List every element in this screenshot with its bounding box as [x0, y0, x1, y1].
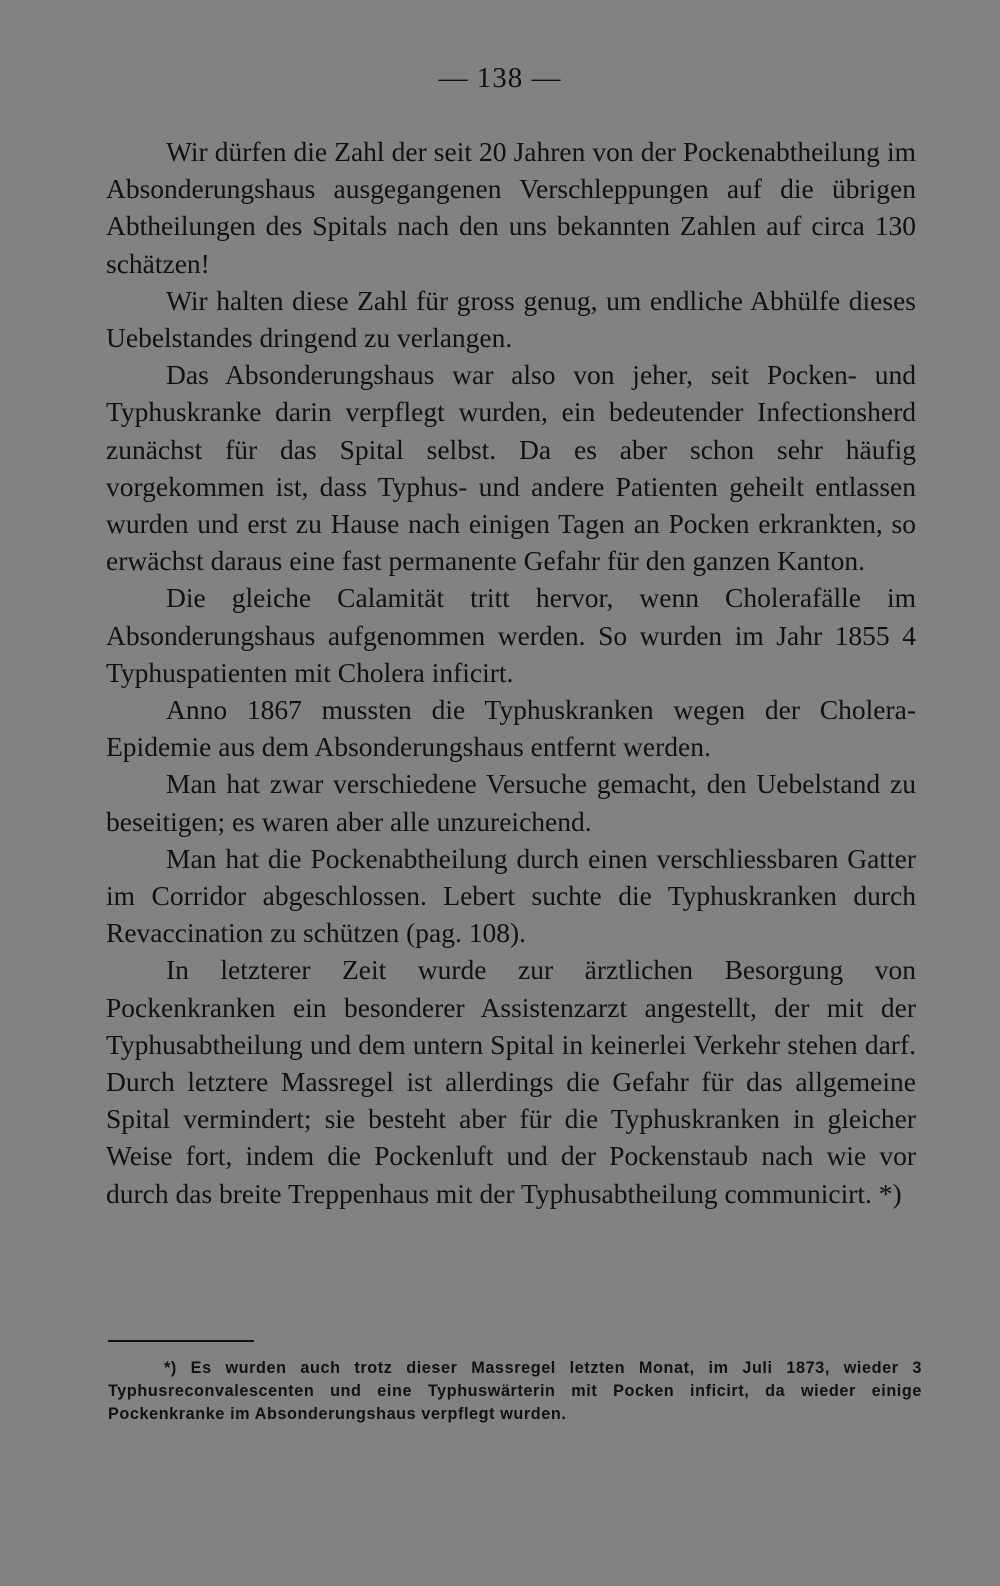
paragraph: Man hat zwar verschiedene Versuche gemacht, den Uebelstand zu beseitigen; es waren aber alle unzureichend. — [106, 768, 916, 837]
paragraph: Man hat die Pockenabtheilung durch einen verschliessbaren Gatter im Corridor abgeschlossen. Lebert suchte die Typhuskranken durch Revaccination zu schützen (pag. 108). — [106, 842, 916, 949]
footnote-divider — [108, 1340, 254, 1342]
footnote — [108, 1357, 922, 1426]
paragraph: Wir dürfen die Zahl der seit 20 Jahren von der Pockenabtheilung im Absonderungshaus ausgegangenen Verschleppungen auf die übrigen Abtheilungen des Spitals nach den uns bekannten Zahlen auf circa 130 schätzen! — [106, 136, 916, 279]
body-text — [106, 133, 916, 1212]
paragraph: Anno 1867 mussten die Typhuskranken wegen der Cholera-Epidemie aus dem Absonderungshaus entfernt werden. — [106, 694, 916, 763]
page-number: — 138 — — [438, 62, 562, 94]
paragraph: Wir halten diese Zahl für gross genug, um endliche Abhülfe dieses Uebelstandes dringend zu verlangen. — [106, 284, 916, 354]
paragraph: Das Absonderungshaus war also von jeher, seit Pocken- und Typhuskranke darin verpflegt wurden, ein bedeutender Infectionsherd zunächst für das Spital selbst. Da es aber schon sehr häufig vorgekommen ist, dass Typhus- und andere Patienten geheilt entlassen wurden und erst zu Hause nach einigen Tagen an Pocken erkrankten, so erwächst daraus eine fast permanente Gefahr für den ganzen Kanton. — [106, 359, 916, 577]
paragraph: Die gleiche Calamität tritt hervor, wenn Cholerafälle im Absonderungshaus aufgenommen werden. So wurden im Jahr 1855 4 Typhuspatienten mit Cholera inficirt. — [106, 582, 916, 688]
paragraph: In letzterer Zeit wurde zur ärztlichen Besorgung von Pockenkranken ein besonderer Assistenzarzt angestellt, der mit der Typhusabtheilung und dem untern Spital in keinerlei Verkehr stehen darf. Durch letztere Massregel ist allerdings die Gefahr für das allgemeine Spital vermindert; sie besteht aber für die Typhuskranken in gleicher Weise fort, indem die Pockenluft und der Pockenstaub nach wie vor durch das breite Treppenhaus mit der Typhusabtheilung communicirt. *) — [106, 954, 916, 1209]
footnote-text: *) Es wurden auch trotz dieser Massregel letzten Monat, im Juli 1873, wieder 3 Typhusreconvalescenten und eine Typhuswärterin mit Pocken inficirt, da wieder einige Pockenkranke im Absonderungshaus verpflegt wurden. — [108, 1359, 922, 1423]
